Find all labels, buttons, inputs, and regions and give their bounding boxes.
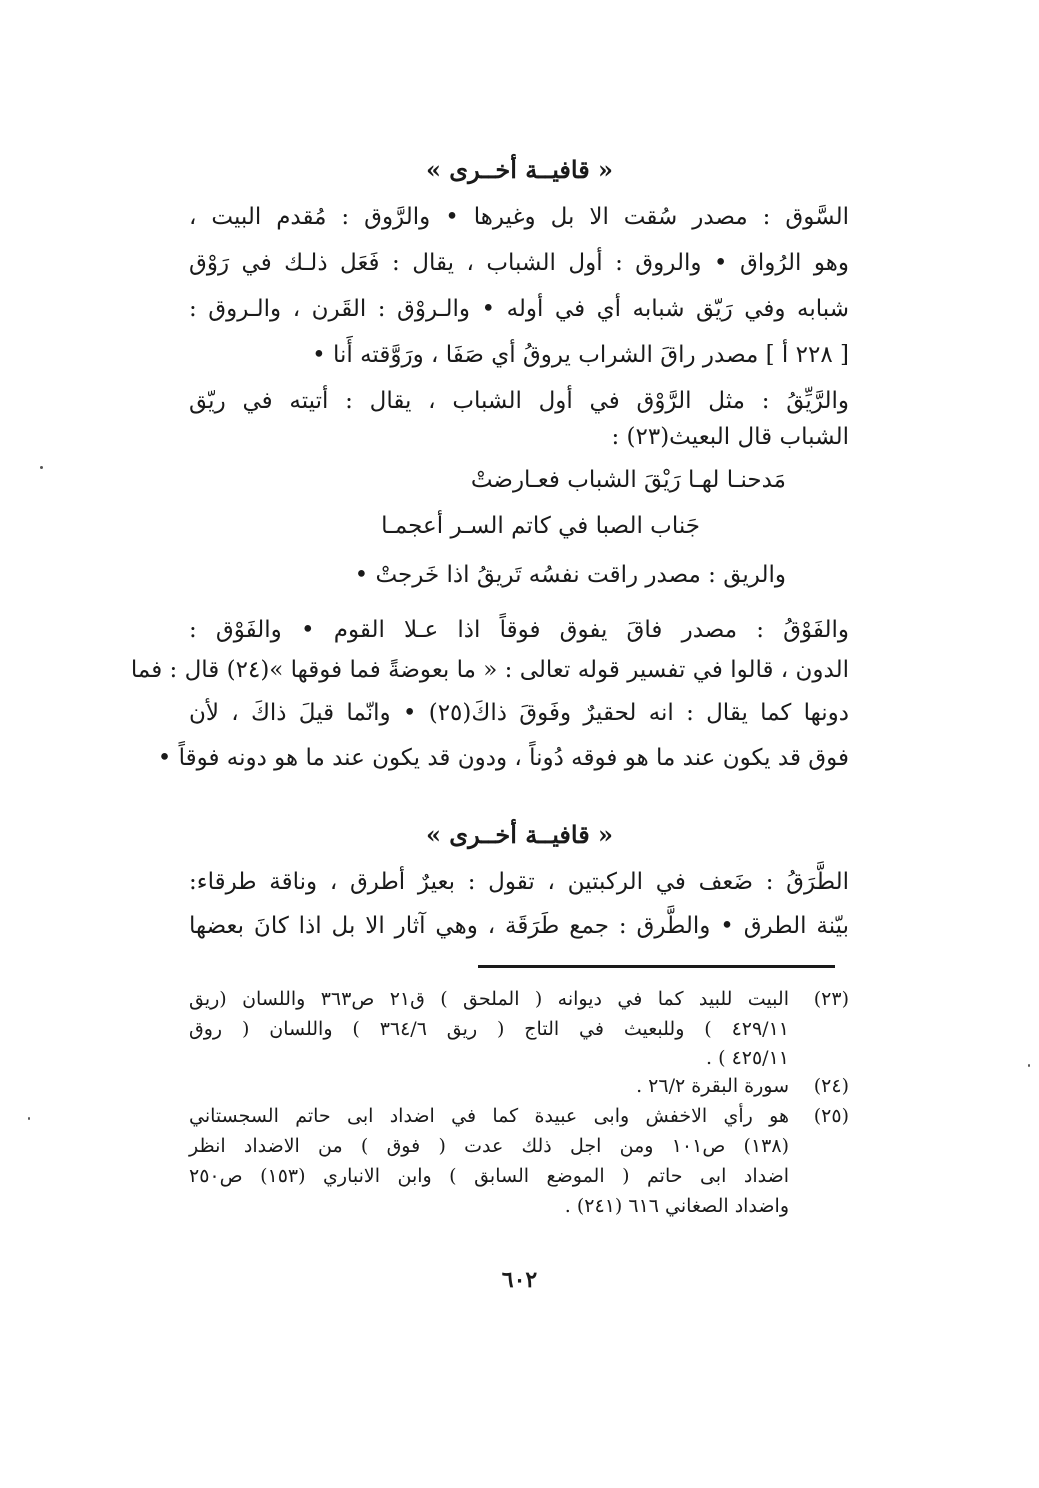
- footnote-line: ٤٢٥/١١ ) .: [706, 1047, 789, 1069]
- scan-speck: [1028, 1064, 1030, 1067]
- footnote-number: (٢٥): [813, 1105, 849, 1127]
- footnote-number: (٢٤): [813, 1075, 849, 1097]
- footnote-24: [189, 1070, 849, 1102]
- footnote-25-cont: [189, 1190, 849, 1222]
- footnote-line: واضداد الصغاني ٦١٦ (٢٤١) .: [564, 1195, 789, 1217]
- footnote-divider: [478, 965, 835, 968]
- body-line: والفَوْقُ : مصدر فاقَ يفوق فوقاً اذا عـلا القوم • والفَوْق :: [189, 617, 849, 643]
- body-line: وهو الرُواق • والروق : أول الشباب ، يقال : فَعَل ذلـك في رَوْق: [189, 250, 849, 276]
- body-line: [ ٢٢٨ أ ] مصدر راقَ الشراب يروقُ أي صَفَا ، ورَوَّقته أَنا •: [312, 342, 849, 368]
- footnote-number: (٢٣): [813, 988, 849, 1010]
- section-heading: « قافيــة أخــرى »: [425, 820, 614, 849]
- footnote-23-cont: [189, 1013, 849, 1045]
- footnote-line: اضداد ابى حاتم ( الموضع السابق ) وابن الانباري (١٥٣) ص٢٥٠: [189, 1165, 789, 1187]
- body-line: والرَّيِّقُ : مثل الرَّوْق في أول الشباب ، يقال : أتيته في ريّق: [189, 388, 849, 414]
- section-heading: « قافيــة أخــرى »: [425, 155, 614, 184]
- verse-line: جَناب الصبا في كاتم السـر أعجمـا: [381, 513, 700, 539]
- body-line: الدون ، قالوا في تفسير قوله تعالى : « ما بعوضةً فما فوقها »(٢٤) قال : فما: [130, 657, 849, 683]
- body-line: والريق : مصدر راقت نفسُه تَريقُ اذا خَرجتْ •: [354, 562, 786, 588]
- footnote-line: البيت للبيد كما في ديوانه ( الملحق ) ق٢١ ص٣٦٣ واللسان (ريق: [189, 988, 789, 1010]
- verse-line: مَدحنـا لهـا رَيْقَ الشباب فعـارضتْ: [470, 467, 786, 493]
- body-line: بيّنة الطرق • والطَّرق : جمع طَرَقَة ، وهي آثار الا بل اذا كانَ بعضها: [189, 913, 849, 939]
- footnote-line: سورة البقرة ٢٦/٢ .: [636, 1075, 789, 1097]
- footnote-line: هو رأي الاخفش وابى عبيدة كما في اضداد ابى حاتم السجستاني: [189, 1105, 789, 1127]
- body-line: فوق قد يكون عند ما هو فوقه دُوناً ، ودون قد يكون عند ما هو دونه فوقاً •: [157, 745, 849, 771]
- body-line: الشباب قال البعيث(٢٣) :: [611, 424, 849, 450]
- footnote-line: (١٣٨) ص١٠١ ومن اجل ذلك عدت ( فوق ) من الاضداد انظر: [189, 1135, 789, 1157]
- footnote-25-cont: [189, 1160, 849, 1192]
- footnote-line: ٤٢٩/١١ ) وللبعيث في التاج ( ريق ٣٦٤/٦ ) واللسان ( روق: [189, 1018, 789, 1040]
- scan-speck: [28, 1117, 30, 1120]
- footnote-25-cont: [189, 1130, 849, 1162]
- body-line: السَّوق : مصدر سُقت الا بل وغيرها • والرَّوق : مُقدم البيت ،: [189, 204, 849, 230]
- scan-speck: [40, 466, 43, 469]
- footnote-23: [189, 983, 849, 1015]
- body-line: شبابه وفي رَيّق شبابه أي في أوله • والـروْق : القَرن ، والـروق :: [189, 296, 849, 322]
- page-number: ٦٠٢: [501, 1267, 538, 1293]
- body-line: دونها كما يقال : انه لحقيرٌ وفَوقَ ذاكَ(٢٥) • وانّما قيلَ ذاكَ ، لأن: [189, 700, 849, 726]
- footnote-25: [189, 1100, 849, 1132]
- body-line: الطَّرَقُ : ضَعف في الركبتين ، تقول : بعيرٌ أطرق ، وناقة طرقاء:: [189, 869, 849, 895]
